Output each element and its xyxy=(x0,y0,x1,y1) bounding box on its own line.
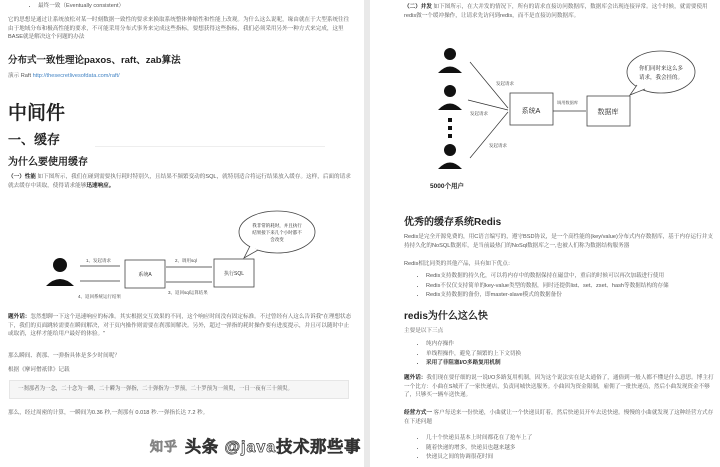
request-label: 发起请求 xyxy=(470,111,488,116)
fast-list xyxy=(408,340,718,369)
heading-why-cache: 为什么要使用缓存 xyxy=(8,157,88,168)
list-item: • 纯内存操作 xyxy=(426,340,718,350)
database-label: 数据库 xyxy=(597,109,619,116)
mode-text: 客户每送来一份快递，小曲就让一个快递员盯着，然后快递员开车去送快递。慢慢的小曲就发现了这种经营方式存在下述问题 xyxy=(404,410,714,425)
perf-text: 如下图所示，我们在碰到需要执行耗时特别久，且结果不频繁变动的SQL，就特别适合将运行结果放入缓存。这样，后面的请求就去缓存中读取，使得请求能够 xyxy=(8,174,351,189)
conc-label: （二）并发 xyxy=(404,4,432,10)
source: 根据《摩诃僧祇律》记载 xyxy=(8,367,70,373)
divider xyxy=(95,146,325,147)
step-1: 1、发起请求 xyxy=(86,258,112,263)
heading-middleware: 中间件 xyxy=(8,103,66,124)
list-item: • 最终一致（Eventually consistent） xyxy=(38,2,124,12)
system-a-label: 系统A xyxy=(138,272,152,278)
bubble-line: 我非常的耗时，并且执行 xyxy=(252,223,302,228)
list-item: • Redis支持数据的持久化，可以将内存中的数据保持在磁盘中，重启的时候可以再次加载进行使用 xyxy=(426,272,718,282)
list-item: • Redis不仅仅支持简单的key-value类型的数据，同时还提供list、set、zset、hash等数据结构的存储 xyxy=(426,282,718,292)
aside-label: 题外话： xyxy=(8,314,31,320)
raft-link[interactable]: http://thesecretlivesofdata.com/raft/ xyxy=(32,73,120,79)
mode-paragraph xyxy=(404,409,718,426)
paragraph: 它的思想是通过让系统放松对某一时刻数据一致性的要求来换取系统整体伸缩性和性能上改观。为什么这么说呢，缘由就在于大型系统往往由于地域分布和极高性能的要求，不可能采用分布式事务来完成这些指标，要想获得这些指标，我们必须采用另外一种方式来完成，这里BASE就是解决这个问题的办法 xyxy=(8,17,350,41)
list-item: • 采用了非阻塞I/O多路复用机制 xyxy=(426,359,718,369)
mode-label: 经营方式一 xyxy=(404,410,432,416)
bubble-line: 会改变 xyxy=(270,237,284,242)
watermark: 头条 @java技术那些事 xyxy=(185,439,362,456)
heading-why-fast: redis为什么这么快 xyxy=(404,311,488,322)
user-icon xyxy=(438,144,462,169)
heading-cache: 一、缓存 xyxy=(8,132,61,147)
conc-text: 如下图所示，在大并发的情况下，所有的请求直接访问数据库，数据库会出现连接异常。这个时候，就需要使用redis做一个缓冲操作，让请求先访问到redis，而不是直接访问数据库。 xyxy=(404,4,708,19)
performance-paragraph xyxy=(8,173,353,190)
bubble-line: 结果接下来几个小时都不 xyxy=(252,230,302,235)
right-page xyxy=(370,0,720,467)
heading-redis: 优秀的缓存系统Redis xyxy=(404,217,502,228)
step-3: 3、返回sql运算结果 xyxy=(168,290,208,295)
question: 那么瞬间、刹那、一弹指具体是多少时间呢？ xyxy=(8,353,120,359)
request-label: 发起请求 xyxy=(489,143,507,148)
user-icon xyxy=(438,85,462,110)
request-label: 发起请求 xyxy=(496,81,514,86)
users-count: 5000个用户 xyxy=(430,183,464,190)
redis-advantages-intro: Redis相比同类的其他产品，具有如下优点： xyxy=(404,261,514,267)
conclusion: 那么，经过周密的计算，一瞬间为0.36 秒,一刹那有 0.018 秒.一弹指长达 7.2 秒。 xyxy=(8,410,209,416)
watermark-zhihu: 知乎 xyxy=(150,439,179,454)
system-a-label: 系统A xyxy=(521,108,541,115)
concurrency-paragraph xyxy=(404,3,718,20)
aside-paragraph xyxy=(8,313,353,339)
sql-label: 执行SQL xyxy=(223,271,245,277)
mode-list xyxy=(408,434,718,463)
call-db-label: 调用数据库 xyxy=(557,100,578,105)
raft-line xyxy=(8,72,353,81)
perf-bold: 迅速响应。 xyxy=(86,182,115,189)
aside-label: 题外话： xyxy=(404,375,427,381)
bubble-line: 请求，我会挂的。 xyxy=(638,75,684,81)
step-4: 4、返回系统运行结果 xyxy=(78,294,122,299)
cache-diagram xyxy=(0,210,360,310)
advantages-list xyxy=(408,272,718,301)
list-item: • 快递员之间的协调很花时间 xyxy=(426,453,718,463)
quote-block: 一刹那者为一念，二十念为一瞬，二十瞬为一弹指，二十弹指为一罗预，二十罗预为一须臾，一日一夜有三十须臾。 xyxy=(9,380,349,399)
raft-label: 演示 Raft xyxy=(8,73,33,79)
perf-label: （一）性能 xyxy=(8,174,36,180)
step-2: 2、调用sql xyxy=(175,258,197,263)
heading-consistency: 分布式一致性理论paxos、raft、zab算法 xyxy=(8,55,181,66)
concurrency-diagram xyxy=(400,40,720,200)
list-item: • 几十个快递员基本上时间都花在了抢车上了 xyxy=(426,434,718,444)
list-item: • Redis支持数据的备份，即master-slave模式的数据备份 xyxy=(426,291,718,301)
bubble-line: 你们同时来这么多 xyxy=(638,66,684,72)
fast-intro: 主要是以下三点 xyxy=(404,328,444,334)
list-item: • 单线程操作，避免了频繁的上下文切换 xyxy=(426,350,718,360)
user-icon xyxy=(438,48,462,73)
aside-text: 忽然想聊一下这个迅速响应的标准。其实根据交互效果的不同，这个响应时间没有固定标准。不过曾经有人这么告诉我"在理想状态下，我们的页面跳转需要在瞬间解决，对于页内操作则需要在刹那间解决。另外，超过一弹指的耗时操作要有进度提示，并且可以随时中止或取消，这样才能给用户最好的体验。" xyxy=(8,314,352,338)
aside-paragraph xyxy=(404,374,718,400)
consistency-list xyxy=(20,2,124,12)
user-icon xyxy=(46,258,74,286)
aside-text: 我们现在要仔细的说一说I/O多路复用机制，因为这个说法实在是太通俗了，通俗到一般人都不懂是什么意思。博主打一个比方：小曲在S城开了一家快递店，负责同城快送服务。小曲因为资金限制，雇佣了一批快递员，然后小曲发现资金不够了，只够买一辆车送快递。 xyxy=(404,375,714,399)
list-item: • 随着快递的增多，快递员也越来越多 xyxy=(426,444,718,454)
redis-paragraph: Redis是完全开源免费的，用C语言编写的，遵守BSD协议，是一个高性能的(key/value)分布式内存数据库，基于内存运行并支持持久化的NoSQL数据库，是当前最热门的NoSql数据库之一,也被人们称为数据结构服务器 xyxy=(404,234,713,249)
